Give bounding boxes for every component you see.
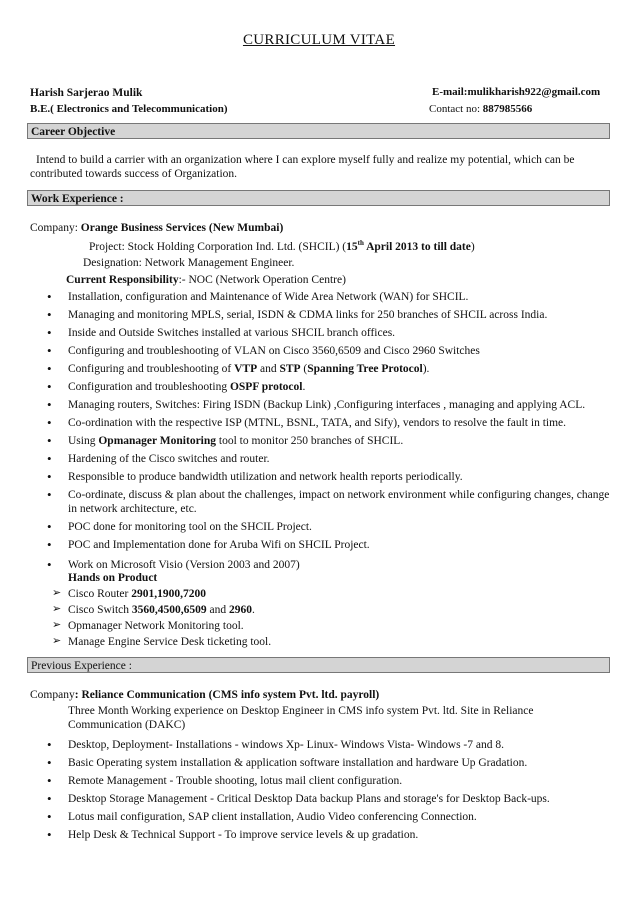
contact-number: 887985566 <box>482 103 533 115</box>
list-item: • Basic Operating system installation & application software installation and hardware Up Gradation. <box>46 756 611 774</box>
list-item: • Responsible to produce bandwidth utilization and network health reports periodically. <box>46 470 611 488</box>
list-item: • Installation, configuration and Maintenance of Wide Area Network (WAN) for SHCIL. <box>46 290 611 308</box>
career-objective-text: Intend to build a carrier with an organization where I can explore myself fully and realize my potential, which can be contributed towards success of Organization. <box>30 154 575 181</box>
email: E-mail:mulikharish922@gmail.com <box>432 86 601 98</box>
contact <box>429 103 532 117</box>
work-responsibility: Current Responsibility:- NOC (Network Operation Centre) <box>66 274 346 286</box>
list-item: ➢ Cisco Switch 3560,4500,6509 and 2960. <box>52 603 271 619</box>
previous-experience-heading: Previous Experience : <box>27 657 610 673</box>
list-item: • Co-ordinate, discuss & plan about the challenges, impact on network environment while configuring changes, change in network architecture, etc. <box>46 488 611 520</box>
candidate-name: Harish Sarjerao Mulik <box>30 87 143 99</box>
list-item: • Hardening of the Cisco switches and router. <box>46 452 611 470</box>
list-item: • POC done for monitoring tool on the SHCIL Project. <box>46 520 611 538</box>
previous-bullets <box>46 738 611 846</box>
work-company: Company: Orange Business Services (New Mumbai) <box>30 222 284 234</box>
list-item: • Work on Microsoft Visio (Version 2003 and 2007) <box>46 558 611 576</box>
company-name: Orange Business Services (New Mumbai) <box>80 222 284 234</box>
list-item: • Managing routers, Switches: Firing ISDN (Backup Link) ,Configuring interfaces , managing and applying ACL. <box>46 398 611 416</box>
career-objective-heading: Career Objective <box>27 123 610 139</box>
list-item: • Configuring and troubleshooting of VLAN on Cisco 3560,6509 and Cisco 2960 Switches <box>46 344 611 362</box>
list-item: • Lotus mail configuration, SAP client installation, Audio Video conferencing Connection. <box>46 810 611 828</box>
list-item: • POC and Implementation done for Aruba Wifi on SHCIL Project. <box>46 538 611 558</box>
work-project: Project: Stock Holding Corporation Ind. Ltd. (SHCIL) (15th April 2013 to till date) <box>89 239 475 253</box>
list-item: • Co-ordination with the respective ISP (MTNL, BSNL, TATA, and Sify), vendors to resolve the fault in time. <box>46 416 611 434</box>
work-experience-heading: Work Experience : <box>27 190 610 206</box>
list-item: ➢ Cisco Router 2901,1900,7200 <box>52 587 271 603</box>
list-item: • Using Opmanager Monitoring tool to monitor 250 branches of SHCIL. <box>46 434 611 452</box>
contact-label: Contact no: <box>429 103 483 115</box>
list-item: ➢ Opmanager Network Monitoring tool. <box>52 619 271 635</box>
list-item: • Inside and Outside Switches installed at various SHCIL branch offices. <box>46 326 611 344</box>
previous-company: Company: Reliance Communication (CMS info system Pvt. ltd. payroll) <box>30 689 380 701</box>
list-item: • Configuration and troubleshooting OSPF protocol. <box>46 380 611 398</box>
previous-intro: Three Month Working experience on Desktop Engineer in CMS info system Pvt. ltd. Site in Reliance Communication (DAKC) <box>68 705 534 732</box>
list-item: • Desktop, Deployment- Installations - windows Xp- Linux- Windows Vista- Windows -7 and 8. <box>46 738 611 756</box>
list-item: • Help Desk & Technical Support - To improve service levels & up gradation. <box>46 828 611 846</box>
work-bullets <box>46 290 611 576</box>
document-title: CURRICULUM VITAE <box>242 32 396 48</box>
list-item: • Configuring and troubleshooting of VTP and STP (Spanning Tree Protocol). <box>46 362 611 380</box>
degree: B.E.( Electronics and Telecommunication) <box>30 103 228 115</box>
list-item: ➢ Manage Engine Service Desk ticketing tool. <box>52 635 271 651</box>
list-item: • Managing and monitoring MPLS, serial, ISDN & CDMA links for 250 branches of SHCIL across India. <box>46 308 611 326</box>
list-item: • Remote Management - Trouble shooting, lotus mail client configuration. <box>46 774 611 792</box>
hands-on-heading: Hands on Product <box>68 572 158 584</box>
hands-on-list <box>52 587 271 651</box>
list-item: • Desktop Storage Management - Critical Desktop Data backup Plans and storage's for Desktop Back-ups. <box>46 792 611 810</box>
work-designation: Designation: Network Management Engineer. <box>83 257 295 269</box>
